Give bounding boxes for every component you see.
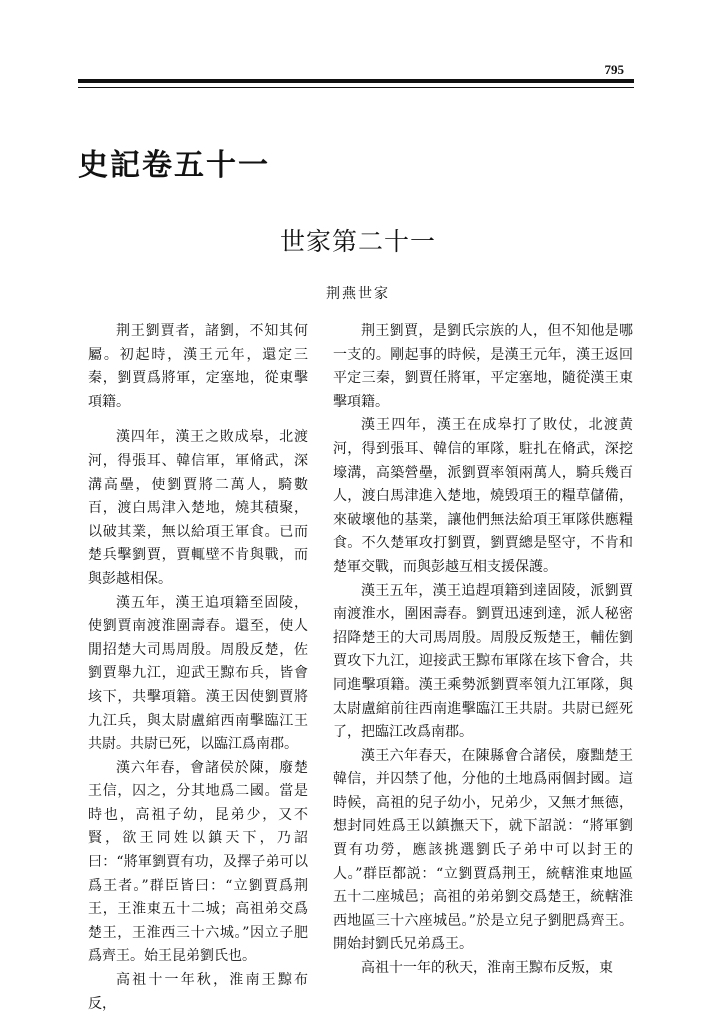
volume-title: 史記卷五十一 bbox=[78, 148, 270, 183]
classical-text-column bbox=[88, 320, 308, 1016]
modern-paragraph: 漢王六年春天，在陳縣會合諸侯，廢黜楚王韓信，并囚禁了他，分他的土地爲兩個封國。這時候，高祖的兒子幼小，兄弟少，又無才無德，想封同姓爲王以鎮撫天下，就下詔説：“將軍劉賈有功勞，應該挑選劉氏子弟中可以封王的人。”群臣都説：“立劉賈爲荆王，統轄淮東地區五十二座城邑；高祖的弟弟劉交爲楚王，統轄淮西地區三十六座城邑。”於是立兒子劉肥爲齊王。開始封劉氏兄弟爲王。 bbox=[333, 747, 633, 953]
classical-paragraph: 漢五年，漢王追項籍至固陵，使劉賈南渡淮圍壽春。還至，使人閒招楚大司馬周殷。周殷反楚，佐劉賈舉九江，迎武王黥布兵，皆會垓下，共擊項籍。漢王因使劉賈將九江兵，與太尉盧綰西南擊臨江王共尉。共尉已死，以臨江爲南郡。 bbox=[88, 594, 308, 753]
classical-paragraph: 荆王劉賈者，諸劉，不知其何屬。初起時，漢王元年，還定三秦，劉賈爲將軍，定塞地，從東擊項籍。 bbox=[88, 323, 308, 410]
modern-paragraph: 漢王四年，漢王在成皋打了敗仗，北渡黄河，得到張耳、韓信的軍隊，駐扎在脩武，深挖壕溝，高築營壘，派劉賈率領兩萬人，騎兵幾百人，渡白馬津進入楚地，燒毁項王的糧草儲備，來破壞他的基業，讓他們無法給項王軍隊供應糧食。不久楚軍攻打劉賈，劉賈總是堅守，不肯和楚軍交戰，而與彭越互相支援保護。 bbox=[333, 417, 633, 575]
modern-paragraph: 荆王劉賈，是劉氏宗族的人，但不知他是哪一支的。剛起事的時候，是漢王元年，漢王返回平定三秦，劉賈任將軍，平定塞地，隨從漢王東擊項籍。 bbox=[333, 323, 633, 410]
modern-paragraph: 漢王五年，漢王追趕項籍到達固陵，派劉賈南渡淮水，圍困壽春。劉賈迅速到達，派人秘密招降楚王的大司馬周殷。周殷反叛楚王，輔佐劉賈攻下九江，迎接武王黥布軍隊在垓下會合，共同進擊項籍。漢王乘勢派劉賈率領九江軍隊，與太尉盧綰前往西南進擊臨江王共尉。共尉已經死了，把臨江改爲南郡。 bbox=[333, 582, 633, 741]
section-title: 荆燕世家 bbox=[326, 286, 390, 302]
modern-paragraph: 高祖十一年的秋天，淮南王黥布反叛，東 bbox=[361, 960, 613, 977]
classical-paragraph: 高祖十一年秋，淮南王黥布反， bbox=[88, 972, 308, 1012]
chapter-title: 世家第二十一 bbox=[279, 227, 436, 256]
header-rule-thin bbox=[78, 87, 634, 88]
classical-paragraph: 漢六年春，會諸侯於陳，廢楚王信，囚之，分其地爲二國。當是時也，高祖子幼，昆弟少，又不賢，欲王同姓以鎮天下，乃詔曰：“將軍劉賈有功，及擇子弟可以爲王者。”群臣皆曰：“立劉賈爲荆王，王淮東五十二城；高祖弟交爲楚王，王淮西三十六城。”因立子肥爲齊王。始王昆弟劉氏也。 bbox=[88, 759, 308, 965]
classical-paragraph: 漢四年，漢王之敗成皋，北渡河，得張耳、韓信軍，軍脩武，深溝高壘，使劉賈將二萬人，騎數百，渡白馬津入楚地，燒其積聚，以破其業，無以給項王軍食。已而楚兵擊劉賈，賈輒壁不肯與戰，而與彭越相保。 bbox=[88, 429, 308, 587]
header-rule-thick bbox=[78, 79, 634, 83]
modern-translation-column bbox=[333, 320, 633, 981]
page-number: 795 bbox=[604, 62, 624, 77]
